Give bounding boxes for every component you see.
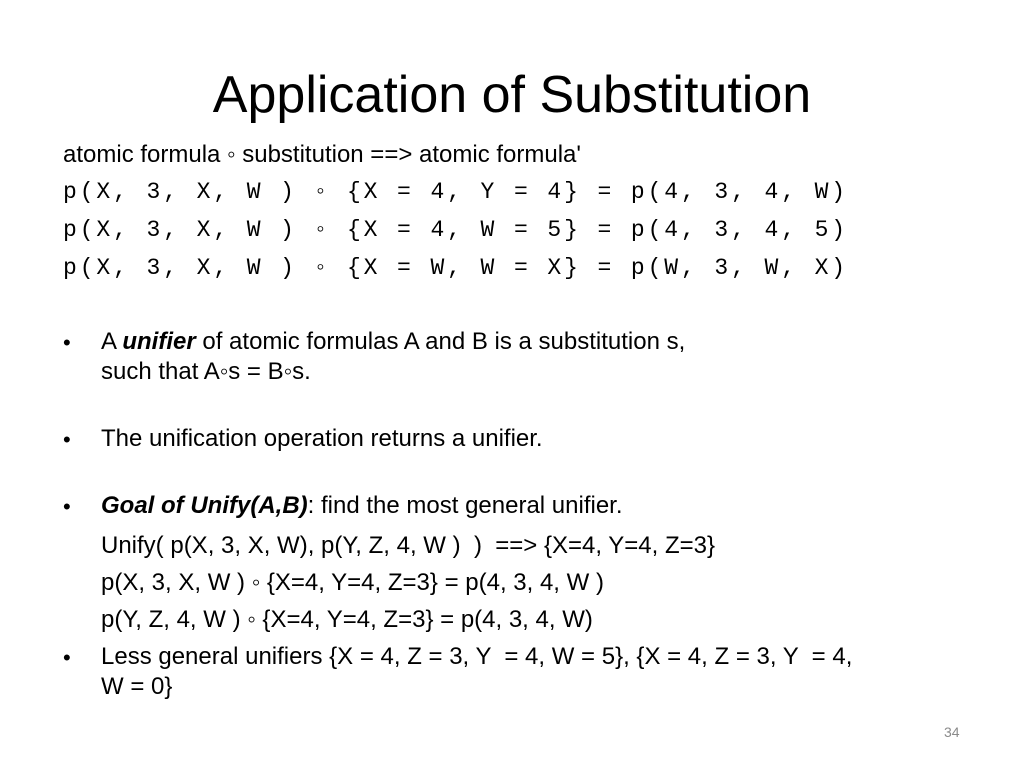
code-line-2: p(X, 3, X, W ) ◦ {X = 4, W = 5} = p(4, 3, 4, 5) <box>63 217 849 243</box>
code-line-1: p(X, 3, X, W ) ◦ {X = 4, Y = 4} = p(4, 3, 4, W) <box>63 179 849 205</box>
bullet-less-general-unifiers: Less general unifiers {X = 4, Z = 3, Y = 4, W = 5}, {X = 4, Z = 3, Y = 4, <box>101 643 853 670</box>
bullet-marker-4: • <box>63 645 71 670</box>
code-line-3: p(X, 3, X, W ) ◦ {X = W, W = X} = p(W, 3, W, X) <box>63 255 849 281</box>
unify-example-line: Unify( p(X, 3, X, W), p(Y, Z, 4, W ) ) ==> {X=4, Y=4, Z=3} <box>101 532 716 559</box>
bullet-1-line2: such that A◦s = B◦s. <box>101 358 311 385</box>
unify-result-line-2: p(Y, Z, 4, W ) ◦ {X=4, Y=4, Z=3} = p(4, 3, 4, W) <box>101 606 593 633</box>
bullet-marker-1: • <box>63 330 71 355</box>
bullet-marker-2: • <box>63 427 71 452</box>
bullet-goal-of-unify <box>101 491 623 521</box>
bullet-1-rest: of atomic formulas A and B is a substitution s, <box>195 328 686 355</box>
bullet-unification-operation: The unification operation returns a unifier. <box>101 425 543 452</box>
bullet-3-rest: : find the most general unifier. <box>307 492 623 519</box>
intro-line: atomic formula ◦ substitution ==> atomic formula' <box>63 141 581 168</box>
page-number: 34 <box>944 724 960 740</box>
bullet-4-line2: W = 0} <box>101 673 173 700</box>
bullet-marker-3: • <box>63 494 71 519</box>
goal-term: Goal of Unify(A,B) <box>101 492 308 519</box>
unifier-term: unifier <box>122 328 196 355</box>
bullet-unifier-definition <box>101 327 685 357</box>
unify-result-line-1: p(X, 3, X, W ) ◦ {X=4, Y=4, Z=3} = p(4, 3, 4, W ) <box>101 569 604 596</box>
slide-title: Application of Substitution <box>212 66 812 124</box>
bullet-1-prefix: A <box>101 328 123 355</box>
